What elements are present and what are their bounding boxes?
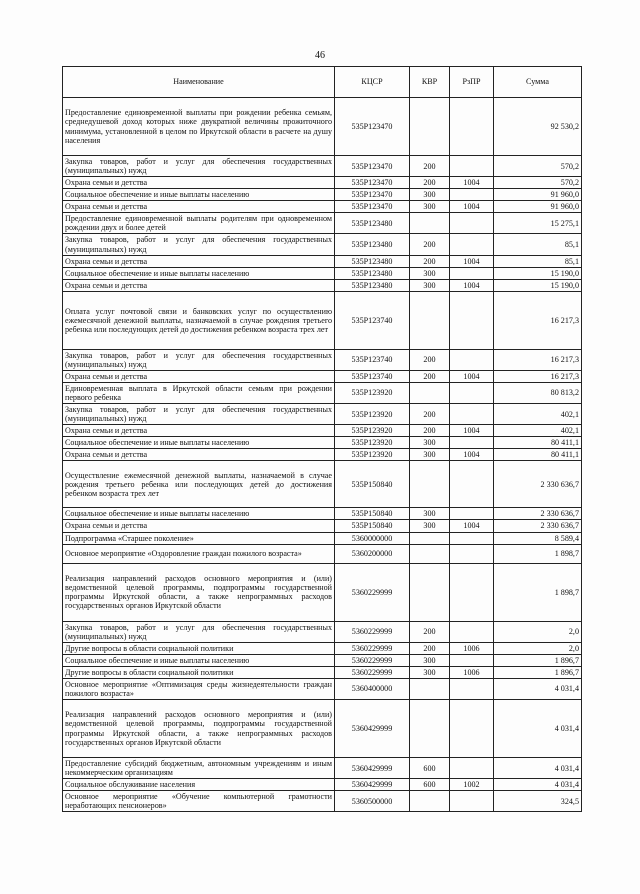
table-row <box>63 255 582 267</box>
cell-kvr: 300 <box>410 267 450 279</box>
cell-kvr <box>410 563 450 621</box>
cell-kcsr: 535P123470 <box>335 98 410 156</box>
cell-name: Охрана семьи и детства <box>63 425 335 437</box>
page-number: 46 <box>315 50 325 61</box>
cell-sum: 1 896,7 <box>494 654 582 666</box>
cell-kcsr: 5360400000 <box>335 678 410 699</box>
cell-name: Основное мероприятие «Обучение компьютерной грамотности неработающих пенсионеров» <box>63 791 335 812</box>
cell-kcsr: 5360200000 <box>335 544 410 563</box>
cell-rzpr <box>450 404 494 425</box>
table-row <box>63 370 582 382</box>
cell-kvr: 200 <box>410 370 450 382</box>
table-row <box>63 404 582 425</box>
cell-rzpr <box>450 349 494 370</box>
cell-kvr: 300 <box>410 654 450 666</box>
cell-sum: 1 898,7 <box>494 544 582 563</box>
cell-sum: 15 190,0 <box>494 279 582 291</box>
cell-kvr: 200 <box>410 177 450 189</box>
cell-sum: 1 898,7 <box>494 563 582 621</box>
cell-kcsr: 535P150840 <box>335 461 410 508</box>
cell-kcsr: 535P123480 <box>335 267 410 279</box>
cell-kcsr: 5360229999 <box>335 621 410 642</box>
cell-kcsr: 5360229999 <box>335 563 410 621</box>
cell-kcsr: 5360229999 <box>335 654 410 666</box>
cell-rzpr: 1006 <box>450 666 494 678</box>
cell-sum: 80 411,1 <box>494 449 582 461</box>
cell-kvr <box>410 532 450 544</box>
column-header-kcsr: КЦСР <box>335 67 410 98</box>
cell-name: Закупка товаров, работ и услуг для обеспечения государственных (муниципальных) нужд <box>63 621 335 642</box>
cell-sum: 402,1 <box>494 404 582 425</box>
cell-sum: 2,0 <box>494 621 582 642</box>
cell-kvr: 300 <box>410 520 450 532</box>
cell-kvr: 300 <box>410 279 450 291</box>
cell-rzpr: 1004 <box>450 370 494 382</box>
cell-name: Единовременная выплата в Иркутской области семьям при рождении первого ребенка <box>63 382 335 403</box>
cell-rzpr <box>450 791 494 812</box>
cell-name: Охрана семьи и детства <box>63 201 335 213</box>
cell-rzpr <box>450 437 494 449</box>
cell-sum: 8 589,4 <box>494 532 582 544</box>
cell-rzpr: 1004 <box>450 425 494 437</box>
table-row <box>63 213 582 234</box>
cell-name: Другие вопросы в области социальной политики <box>63 642 335 654</box>
cell-kvr <box>410 461 450 508</box>
cell-rzpr: 1004 <box>450 201 494 213</box>
cell-name: Другие вопросы в области социальной политики <box>63 666 335 678</box>
cell-rzpr <box>450 563 494 621</box>
column-header-kvr: КВР <box>410 67 450 98</box>
cell-sum: 92 530,2 <box>494 98 582 156</box>
cell-kvr: 200 <box>410 642 450 654</box>
cell-rzpr <box>450 213 494 234</box>
cell-sum: 80 813,2 <box>494 382 582 403</box>
cell-kcsr: 5360000000 <box>335 532 410 544</box>
cell-kcsr: 5360229999 <box>335 642 410 654</box>
table-row <box>63 700 582 758</box>
cell-rzpr <box>450 758 494 779</box>
table-row <box>63 678 582 699</box>
cell-rzpr: 1004 <box>450 279 494 291</box>
cell-kcsr: 535P123920 <box>335 449 410 461</box>
cell-name: Охрана семьи и детства <box>63 255 335 267</box>
table-row <box>63 666 582 678</box>
cell-kcsr: 5360429999 <box>335 758 410 779</box>
cell-name: Социальное обеспечение и иные выплаты населению <box>63 508 335 520</box>
cell-name: Охрана семьи и детства <box>63 449 335 461</box>
cell-kvr <box>410 382 450 403</box>
cell-kcsr: 535P123480 <box>335 255 410 267</box>
cell-sum: 85,1 <box>494 255 582 267</box>
cell-name: Закупка товаров, работ и услуг для обеспечения государственных (муниципальных) нужд <box>63 234 335 255</box>
cell-sum: 1 896,7 <box>494 666 582 678</box>
cell-kcsr: 5360229999 <box>335 666 410 678</box>
cell-rzpr: 1006 <box>450 642 494 654</box>
table-header-row <box>63 67 582 98</box>
cell-rzpr: 1002 <box>450 779 494 791</box>
cell-kvr: 600 <box>410 758 450 779</box>
cell-kcsr: 535P150840 <box>335 508 410 520</box>
table-row <box>63 291 582 349</box>
cell-sum: 85,1 <box>494 234 582 255</box>
cell-rzpr: 1004 <box>450 177 494 189</box>
cell-sum: 2 330 636,7 <box>494 508 582 520</box>
cell-name: Предоставление единовременной выплаты при рождении ребенка семьям, среднедушевой доход которых ниже двукратной величины прожиточного минимума, установленной в целом по Иркутской области в расчете на душу населения <box>63 98 335 156</box>
cell-rzpr <box>450 700 494 758</box>
cell-rzpr <box>450 508 494 520</box>
table-row <box>63 425 582 437</box>
cell-sum: 4 031,4 <box>494 779 582 791</box>
cell-sum: 324,5 <box>494 791 582 812</box>
cell-sum: 16 217,3 <box>494 370 582 382</box>
cell-kvr: 200 <box>410 404 450 425</box>
cell-name: Социальное обеспечение и иные выплаты населению <box>63 267 335 279</box>
table-row <box>63 349 582 370</box>
cell-kcsr: 5360429999 <box>335 779 410 791</box>
column-header-rzpr: РзПР <box>450 67 494 98</box>
cell-rzpr: 1004 <box>450 255 494 267</box>
cell-kcsr: 535P123740 <box>335 349 410 370</box>
cell-kcsr: 535P123470 <box>335 201 410 213</box>
cell-name: Закупка товаров, работ и услуг для обеспечения государственных (муниципальных) нужд <box>63 156 335 177</box>
cell-sum: 91 960,0 <box>494 201 582 213</box>
cell-name: Социальное обеспечение и иные выплаты населению <box>63 189 335 201</box>
cell-rzpr <box>450 189 494 201</box>
cell-kvr: 300 <box>410 666 450 678</box>
cell-kvr: 200 <box>410 234 450 255</box>
cell-kcsr: 535P123920 <box>335 404 410 425</box>
cell-kvr <box>410 700 450 758</box>
table-row <box>63 189 582 201</box>
table-row <box>63 437 582 449</box>
cell-kvr <box>410 291 450 349</box>
table-body <box>63 98 582 812</box>
cell-sum: 2 330 636,7 <box>494 461 582 508</box>
cell-rzpr <box>450 544 494 563</box>
cell-sum: 80 411,1 <box>494 437 582 449</box>
cell-rzpr: 1004 <box>450 449 494 461</box>
cell-kvr: 300 <box>410 201 450 213</box>
cell-sum: 16 217,3 <box>494 349 582 370</box>
cell-name: Предоставление субсидий бюджетным, автономным учреждениям и иным некоммерческим организациям <box>63 758 335 779</box>
cell-name: Социальное обслуживание населения <box>63 779 335 791</box>
cell-name: Охрана семьи и детства <box>63 370 335 382</box>
cell-kcsr: 535P123470 <box>335 156 410 177</box>
table-row <box>63 520 582 532</box>
cell-kcsr: 535P123480 <box>335 279 410 291</box>
cell-sum: 4 031,4 <box>494 700 582 758</box>
table-row <box>63 621 582 642</box>
cell-kcsr: 535P123920 <box>335 382 410 403</box>
table-row <box>63 791 582 812</box>
cell-name: Закупка товаров, работ и услуг для обеспечения государственных (муниципальных) нужд <box>63 349 335 370</box>
cell-name: Социальное обеспечение и иные выплаты населению <box>63 437 335 449</box>
table-row <box>63 642 582 654</box>
cell-kcsr: 535P123470 <box>335 189 410 201</box>
cell-kcsr: 535P123920 <box>335 425 410 437</box>
cell-rzpr <box>450 267 494 279</box>
cell-kcsr: 5360429999 <box>335 700 410 758</box>
cell-sum: 2 330 636,7 <box>494 520 582 532</box>
column-header-sum: Сумма <box>494 67 582 98</box>
cell-rzpr <box>450 532 494 544</box>
cell-kcsr: 535P123920 <box>335 437 410 449</box>
cell-sum: 4 031,4 <box>494 678 582 699</box>
cell-kcsr: 535P123480 <box>335 234 410 255</box>
cell-kvr: 200 <box>410 621 450 642</box>
cell-kvr: 200 <box>410 156 450 177</box>
cell-kvr: 200 <box>410 349 450 370</box>
cell-kvr <box>410 791 450 812</box>
cell-kvr <box>410 544 450 563</box>
cell-kvr: 200 <box>410 255 450 267</box>
table-row <box>63 177 582 189</box>
table-row <box>63 563 582 621</box>
cell-kcsr: 535P123470 <box>335 177 410 189</box>
column-header-name: Наименование <box>63 67 335 98</box>
cell-sum: 16 217,3 <box>494 291 582 349</box>
table-row <box>63 98 582 156</box>
table-row <box>63 156 582 177</box>
cell-sum: 15 190,0 <box>494 267 582 279</box>
cell-sum: 570,2 <box>494 177 582 189</box>
cell-sum: 4 031,4 <box>494 758 582 779</box>
cell-rzpr <box>450 156 494 177</box>
cell-rzpr: 1004 <box>450 520 494 532</box>
cell-kcsr: 535P123740 <box>335 291 410 349</box>
table-row <box>63 449 582 461</box>
cell-name: Реализация направлений расходов основного мероприятия и (или) ведомственной целевой программы, подпрограммы государственной программы Иркутской области, а также непрограммных расходов государственных органов Иркутской области <box>63 563 335 621</box>
cell-kvr: 300 <box>410 437 450 449</box>
cell-kcsr: 5360500000 <box>335 791 410 812</box>
cell-name: Реализация направлений расходов основного мероприятия и (или) ведомственной целевой программы, подпрограммы государственной программы Иркутской области, а также непрограммных расходов государственных органов Иркутской области <box>63 700 335 758</box>
cell-sum: 15 275,1 <box>494 213 582 234</box>
cell-rzpr <box>450 382 494 403</box>
cell-sum: 2,0 <box>494 642 582 654</box>
cell-kvr <box>410 98 450 156</box>
table-row <box>63 779 582 791</box>
cell-kcsr: 535P150840 <box>335 520 410 532</box>
cell-rzpr <box>450 678 494 699</box>
cell-kvr <box>410 678 450 699</box>
cell-kvr: 300 <box>410 508 450 520</box>
cell-kvr: 200 <box>410 425 450 437</box>
cell-kcsr: 535P123740 <box>335 370 410 382</box>
cell-name: Подпрограмма «Старшее поколение» <box>63 532 335 544</box>
cell-name: Основное мероприятие «Оздоровление граждан пожилого возраста» <box>63 544 335 563</box>
cell-kcsr: 535P123480 <box>335 213 410 234</box>
cell-sum: 570,2 <box>494 156 582 177</box>
cell-name: Закупка товаров, работ и услуг для обеспечения государственных (муниципальных) нужд <box>63 404 335 425</box>
table-row <box>63 267 582 279</box>
cell-kvr <box>410 213 450 234</box>
table-row <box>63 508 582 520</box>
cell-name: Осуществление ежемесячной денежной выплаты, назначаемой в случае рождения третьего ребенка или последующих детей до достижения ребенком возраста трех лет <box>63 461 335 508</box>
cell-rzpr <box>450 98 494 156</box>
table-row <box>63 279 582 291</box>
cell-name: Предоставление единовременной выплаты родителям при одновременном рождении двух и более детей <box>63 213 335 234</box>
cell-name: Социальное обеспечение и иные выплаты населению <box>63 654 335 666</box>
cell-rzpr <box>450 291 494 349</box>
cell-name: Охрана семьи и детства <box>63 520 335 532</box>
cell-kvr: 300 <box>410 449 450 461</box>
cell-name: Оплата услуг почтовой связи и банковских услуг по осуществлению ежемесячной денежной выплаты, назначаемой в случае рождения третьего ребенка или последующих детей до достижения ребенком возраста трех лет <box>63 291 335 349</box>
table-row <box>63 201 582 213</box>
cell-kvr: 600 <box>410 779 450 791</box>
table-row <box>63 461 582 508</box>
cell-rzpr <box>450 234 494 255</box>
table-row <box>63 532 582 544</box>
table-row <box>63 654 582 666</box>
cell-sum: 402,1 <box>494 425 582 437</box>
cell-rzpr <box>450 654 494 666</box>
table-row <box>63 758 582 779</box>
table-row <box>63 544 582 563</box>
cell-name: Основное мероприятие «Оптимизация среды жизнедеятельности граждан пожилого возраста» <box>63 678 335 699</box>
budget-table <box>62 66 582 812</box>
table-row <box>63 234 582 255</box>
cell-name: Охрана семьи и детства <box>63 177 335 189</box>
cell-name: Охрана семьи и детства <box>63 279 335 291</box>
cell-rzpr <box>450 461 494 508</box>
table-row <box>63 382 582 403</box>
cell-kvr: 300 <box>410 189 450 201</box>
cell-rzpr <box>450 621 494 642</box>
cell-sum: 91 960,0 <box>494 189 582 201</box>
